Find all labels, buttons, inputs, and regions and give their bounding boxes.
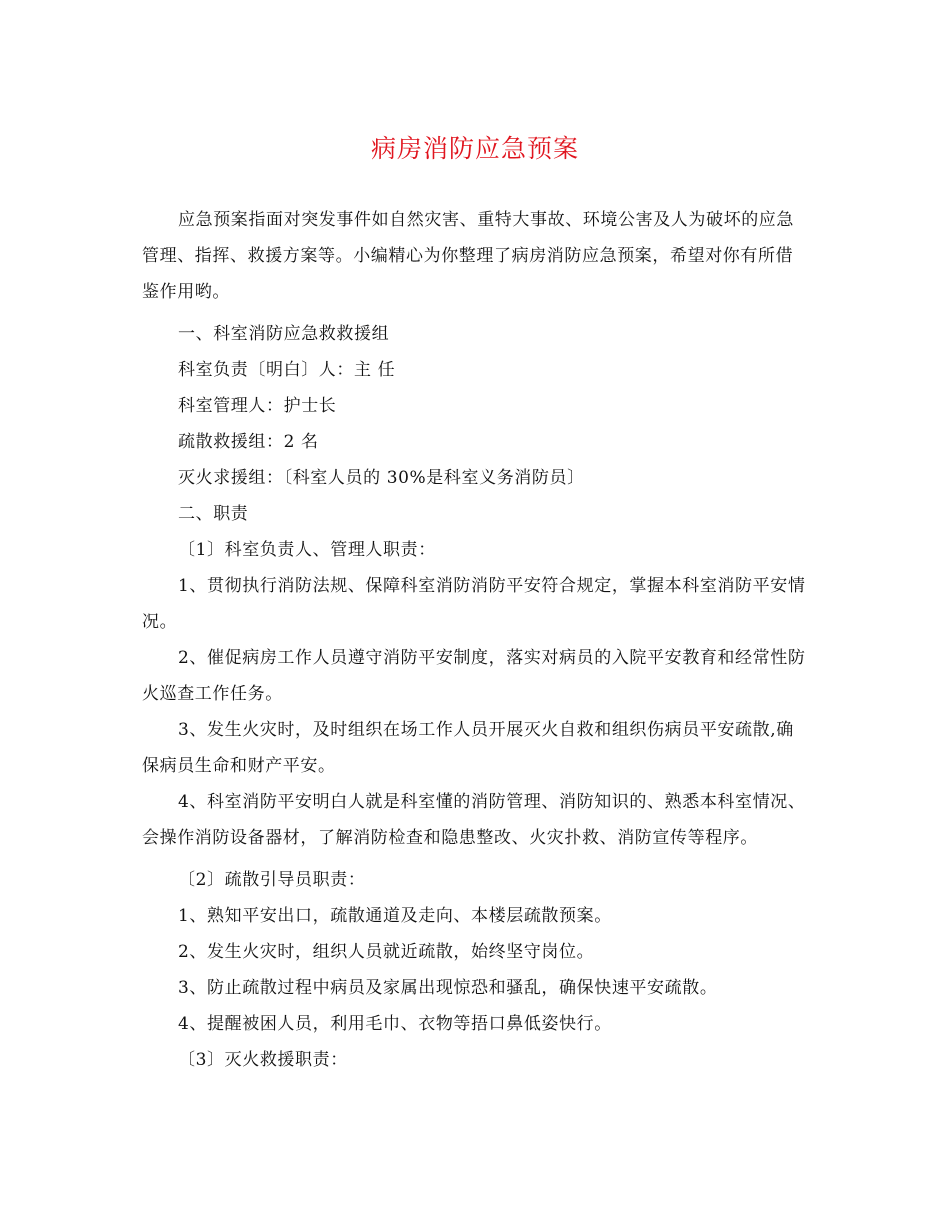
paragraph-manager: 科室管理人：护士长	[178, 396, 337, 416]
list-item: 2、发生火灾时，组织人员就近疏散，始终坚守岗位。	[178, 942, 595, 962]
paragraph-leader: 科室负责〔明白〕人：主 任	[178, 360, 396, 380]
list-item: 4、科室消防平安明白人就是科室懂的消防管理、消防知识的、熟悉本科室情况、会操作消防设备器材，了解消防检查和隐患整改、火灾扑救、消防宣传等程序。	[142, 792, 806, 848]
list-item: 1、贯彻执行消防法规、保障科室消防消防平安符合规定，掌握本科室消防平安情况。	[142, 576, 806, 632]
intro-paragraph: 应急预案指面对突发事件如自然灾害、重特大事故、环境公害及人为破坏的应急管理、指挥、救援方案等。小编精心为你整理了病房消防应急预案，希望对你有所借鉴作用哟。	[142, 210, 794, 302]
list-item: 2、催促病房工作人员遵守消防平安制度，落实对病员的入院平安教育和经常性防火巡查工作任务。	[142, 648, 806, 704]
section-heading-2: 二、职责	[178, 504, 249, 524]
list-item: 3、防止疏散过程中病员及家属出现惊恐和骚乱，确保快速平安疏散。	[178, 978, 718, 998]
list-item: 4、提醒被困人员，利用毛巾、衣物等捂口鼻低姿快行。	[178, 1014, 612, 1034]
subsection-heading-3: 〔3〕灭火救援职责：	[178, 1050, 348, 1070]
section-heading-1: 一、科室消防应急救救援组	[178, 324, 390, 344]
paragraph-firefighting-group: 灭火求援组：〔科室人员的 30%是科室义务消防员〕	[178, 468, 585, 488]
list-item: 3、发生火灾时，及时组织在场工作人员开展灭火自救和组织伤病员平安疏散,确保病员生命和财产平安。	[142, 720, 794, 776]
document-body	[142, 202, 810, 1078]
list-item: 1、熟知平安出口，疏散通道及走向、本楼层疏散预案。	[178, 906, 612, 926]
subsection-heading-1: 〔1〕科室负责人、管理人职责：	[178, 540, 436, 560]
document-title: 病房消防应急预案	[370, 134, 579, 163]
subsection-heading-2: 〔2〕疏散引导员职责：	[178, 870, 366, 890]
paragraph-evacuation-group: 疏散救援组：2 名	[178, 432, 319, 452]
